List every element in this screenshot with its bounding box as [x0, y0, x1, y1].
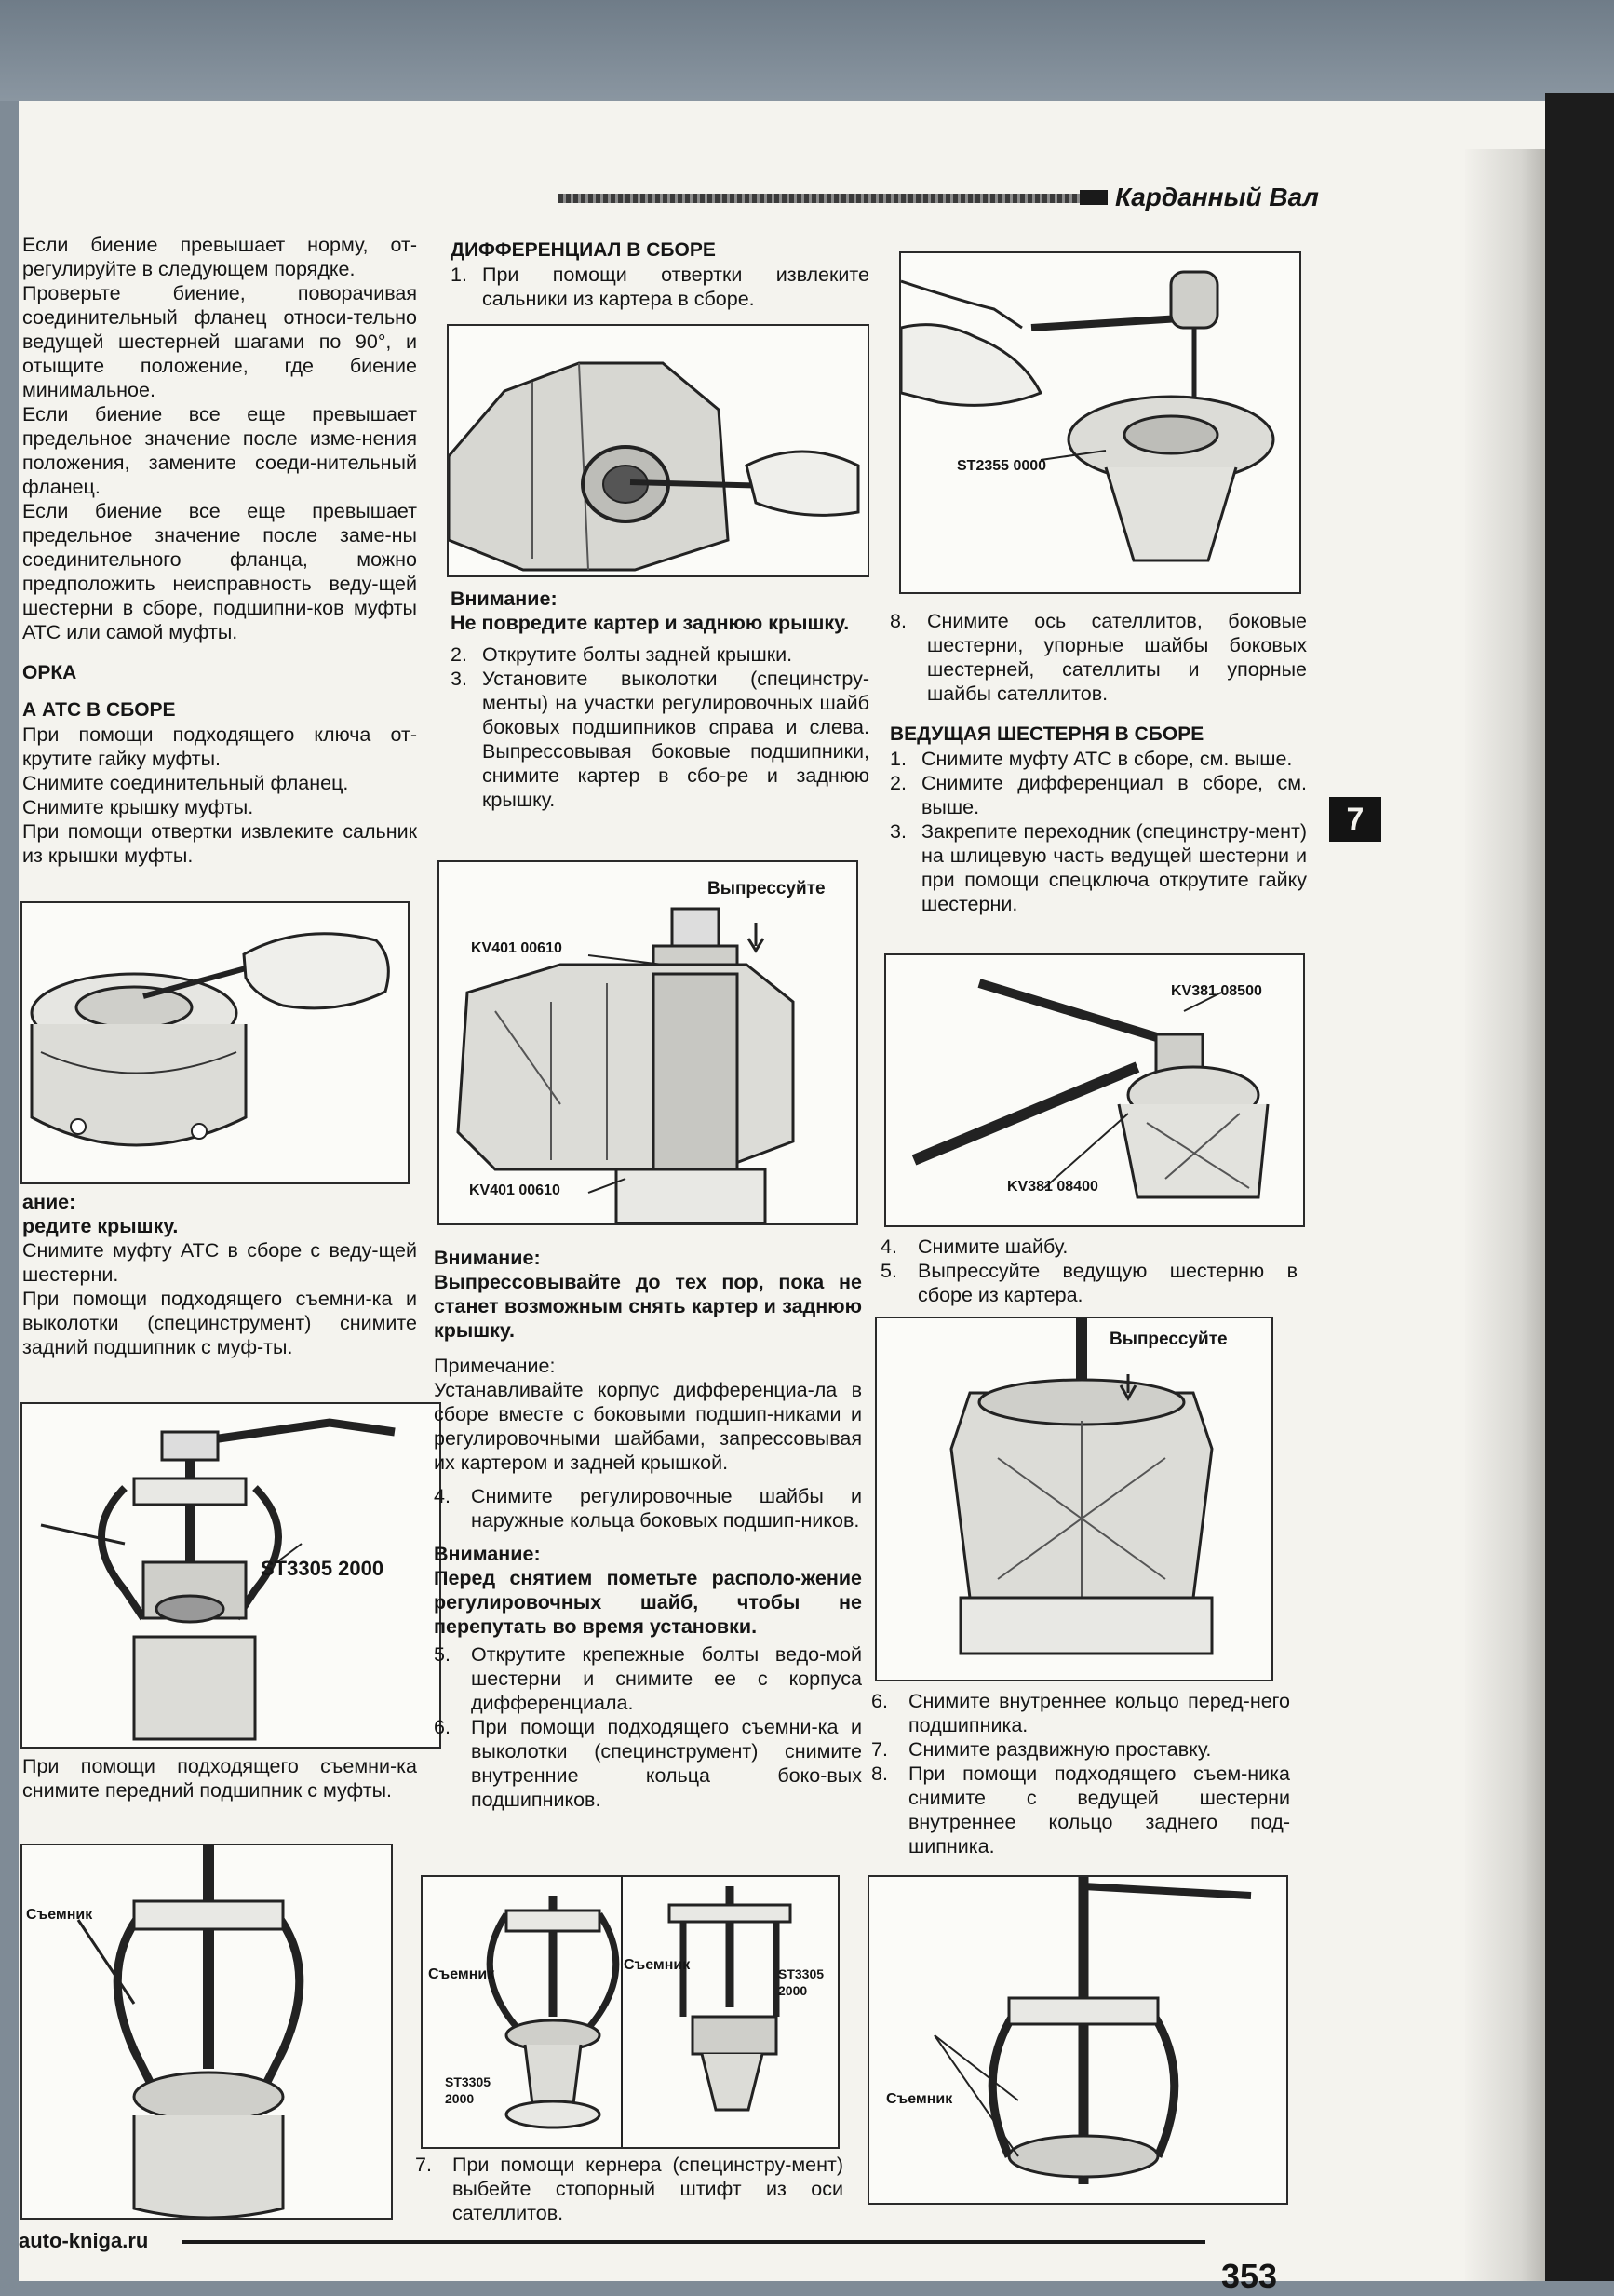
figure-rear-bearing-pinion-puller: [868, 1875, 1288, 2205]
col1-paragraph-1: Если биение превышает норму, от-регулируйте в следующем порядке.: [22, 234, 417, 280]
footer-rule: [182, 2240, 1205, 2244]
col3-item-5: 5. Выпрессуйте ведущую шестерню в сборе из картера.: [881, 1260, 1298, 1306]
col2-warning-2-text: Выпрессовывайте до тех пор, пока не станет возможным снять картер и заднюю крышку.: [434, 1271, 862, 1342]
col2-item-4: 4. Снимите регулировочные шайбы и наружные кольца боковых подшип-ников.: [434, 1485, 862, 1532]
col2-item-5: 5. Открутите крепежные болты ведо-мой шестерни и снимите ее с корпуса дифференциала.: [434, 1643, 862, 1714]
fig-label-press-out: Выпрессуйте: [707, 879, 826, 898]
col3-item-6: 6. Снимите внутреннее кольцо перед-него подшипника.: [871, 1690, 1290, 1736]
col3-item-3: 3. Закрепите переходник (специнстру-мент) на шлицевую часть ведущей шестерни и при помощи спецключа открутите гайку шестерни.: [890, 820, 1307, 915]
col1-warning-text: редите крышку.: [22, 1215, 179, 1237]
fig-label-st3305-a: ST3305: [445, 2074, 491, 2089]
col2-heading: ДИФФЕРЕНЦИАЛ В СБОРЕ: [451, 239, 716, 261]
header-rule: [558, 194, 1080, 203]
figure-front-bearing-puller: [20, 1844, 393, 2220]
figure-pinion-nut-wrench: [884, 953, 1305, 1227]
fig-label-press-out-2: Выпрессуйте: [1110, 1330, 1228, 1349]
col2-item-6: 6. При помощи подходящего съемни-ка и выколотки (специнструмент) снимите внутренние кольца боко-вых подшипников.: [434, 1716, 862, 1811]
figure-side-bearing-pullers: [421, 1875, 840, 2149]
col2-note-title: Примечание:: [434, 1355, 556, 1377]
col1-heading-2: А АТС В СБОРЕ: [22, 699, 176, 721]
col2-note-text: Устанавливайте корпус дифференциа-ла в сборе вместе с боковыми подшип-никами и регулировочными шайбами, запрессовывая их картером и задней крышкой.: [434, 1379, 862, 1474]
page-header-title: Карданный Вал: [1115, 182, 1319, 211]
background-right: [1545, 93, 1614, 2281]
column-3-a: [890, 609, 1307, 916]
column-1: [22, 233, 417, 868]
header-rule-end: [1080, 190, 1108, 205]
fig-label-kv401-bottom: KV401 00610: [469, 1182, 560, 1198]
fig-label-kv381-bottom: KV381 08400: [1007, 1179, 1098, 1195]
footer-site: auto-kniga.ru: [19, 2229, 149, 2252]
col1-step-6: При помощи подходящего съемни-ка и выколотки (специнструмент) снимите задний подшипник с муф-ты.: [22, 1288, 417, 1358]
fig-label-st3305-a-num: 2000: [445, 2091, 475, 2106]
col2-item-3: 3. Установите выколотки (специнстру-менты) на участки регулировочных шайб боковых подшипников справа и слева. Выпрессовывая боковые подшипники, снимите картер в сбо-ре и заднюю крышку.: [451, 668, 869, 811]
chapter-tab: 7: [1329, 797, 1381, 842]
fig-label-st3305-col1: ST3305 2000: [261, 1557, 384, 1580]
col2-warning-2-title: Внимание:: [434, 1247, 541, 1269]
col1-heading-1: ОРКА: [22, 662, 77, 683]
fig-label-puller-col3: Съемник: [886, 2091, 953, 2107]
column-2-c: [415, 2153, 843, 2225]
page-number: 353: [1221, 2257, 1278, 2295]
col3-heading: ВЕДУЩАЯ ШЕСТЕРНЯ В СБОРЕ: [890, 723, 1204, 745]
figure-diff-case-seal: [447, 324, 869, 577]
fig-label-puller-a: Съемник: [428, 1966, 495, 1982]
column-1-lower: [22, 1190, 417, 1359]
fig-label-puller-col1: Съемник: [26, 1907, 93, 1923]
page-curl-shadow: [1465, 149, 1545, 2281]
col1-step-4: При помощи отвертки извлеките сальник из крышки муфты.: [22, 820, 417, 867]
col2-warning-1-text: Не повредите картер и заднюю крышку.: [451, 612, 850, 634]
figure-pinion-pin-punch: [899, 251, 1301, 594]
column-3-b: [881, 1235, 1298, 1307]
fig-label-st3305-b-num: 2000: [778, 1983, 808, 1998]
col3-item-8b: 8. При помощи подходящего съем-ника снимите с ведущей шестерни внутреннее кольцо заднего под-шипника.: [871, 1763, 1290, 1857]
fig-label-st2355: ST2355 0000: [957, 458, 1047, 474]
col2-item-7: 7. При помощи кернера (специнстру-мент) выбейте стопорный штифт из оси сателлитов.: [415, 2154, 843, 2224]
col1-paragraph-2: Проверьте биение, поворачивая соединительный фланец относи-тельно ведущей шестерней шагами по 90°, и отыщите положение, где биение минимальное.: [22, 282, 417, 401]
background-top: [0, 0, 1614, 101]
col1-paragraph-4: Если биение все еще превышает предельное значение после заме-ны соединительного фланца, можно предположить неисправность веду-щей шестерни в сборе, подшипни-ков муфты АТС или самой муфты.: [22, 500, 417, 643]
figure-side-bearing-press: [437, 860, 858, 1225]
fig-label-kv401-top: KV401 00610: [471, 940, 562, 956]
col2-warning-3-title: Внимание:: [434, 1543, 541, 1565]
col3-item-7: 7. Снимите раздвижную проставку.: [871, 1738, 1212, 1761]
figure-atc-seal: [20, 901, 410, 1184]
col1-paragraph-3: Если биение все еще превышает предельное значение после изме-нения положения, замените соеди-нительный фланец.: [22, 403, 417, 498]
figure-rear-bearing-puller: [20, 1402, 441, 1749]
fig-label-kv381-top: KV381 08500: [1171, 983, 1262, 999]
column-1-caption: [22, 1754, 417, 1803]
col1-step-1: При помощи подходящего ключа от-крутите гайку муфты.: [22, 723, 417, 770]
fig-label-st3305-b: ST3305: [778, 1966, 825, 1981]
column-2-b: [434, 1246, 862, 1812]
col3-item-2: 2. Снимите дифференциал в сборе, см. выше.: [890, 772, 1307, 818]
fig-label-puller-b: Съемник: [624, 1957, 691, 1973]
col1-step-7: При помощи подходящего съемни-ка снимите передний подшипник с муфты.: [22, 1755, 417, 1802]
col1-step-3: Снимите крышку муфты.: [22, 796, 254, 818]
col3-item-1: 1. Снимите муфту АТС в сборе, см. выше.: [890, 748, 1293, 770]
col1-step-5: Снимите муфту АТС в сборе с веду-щей шестерни.: [22, 1239, 417, 1286]
col2-item-1: 1. При помощи отвертки извлеките сальники из картера в сборе.: [451, 263, 869, 310]
col2-warning-1-title: Внимание:: [451, 588, 558, 610]
col1-warning-title: ание:: [22, 1191, 76, 1213]
column-2: [451, 238, 869, 311]
figure-pinion-press-out: [875, 1317, 1273, 1681]
col1-step-2: Снимите соединительный фланец.: [22, 772, 349, 794]
col3-item-4: 4. Снимите шайбу.: [881, 1236, 1069, 1258]
column-2-a: [451, 587, 869, 812]
column-3-c: [871, 1689, 1290, 1858]
col3-item-8: 8. Снимите ось сателлитов, боковые шестерни, упорные шайбы боковых шестерней, сателлиты и упорные шайбы сателлитов.: [890, 610, 1307, 705]
col2-warning-3-text: Перед снятием пометьте располо-жение регулировочных шайб, чтобы не перепутать во время установки.: [434, 1567, 862, 1638]
col2-item-2: 2. Открутите болты задней крышки.: [451, 643, 793, 666]
